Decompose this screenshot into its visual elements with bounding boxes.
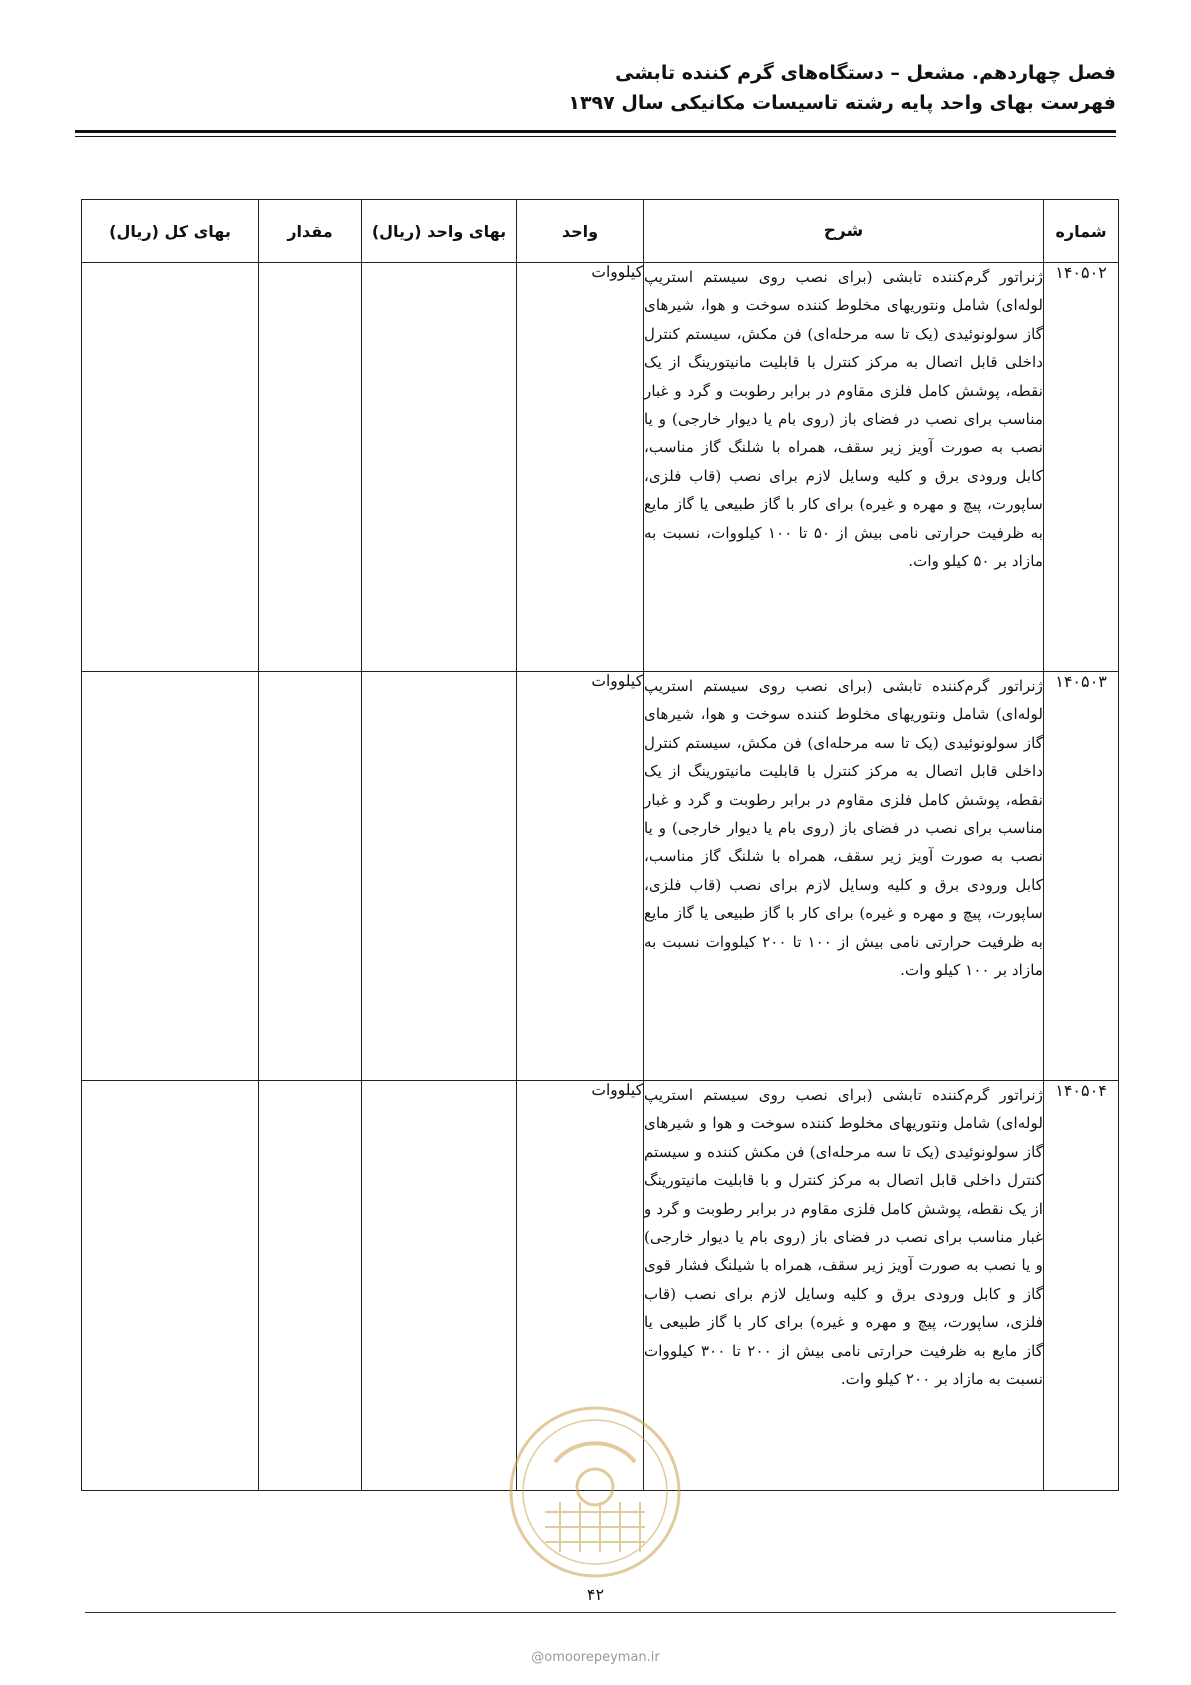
row-description: ژنراتور گرم‌کننده تابشی (برای نصب روی سیستم استریپ لوله‌ای) شامل ونتوریهای مخلوط کننده سوخت و هوا، شیرهای گاز سولونوئیدی (یک تا سه مرحله‌ای) فن مکش، سیستم کنترل داخلی قابل اتصال به مرکز کنترل با قابلیت مانیتورینگ از یک نقطه، پوشش کامل فلزی مقاوم در برابر رطوبت و گرد و غبار مناسب برای نصب در فضای باز (روی بام یا دیوار خارجی) و یا نصب به صورت آویز زیر سقف، همراه با شلنگ گاز مناسب، کابل ورودی برق و کلیه وسایل لازم برای نصب (قاب فلزی، ساپورت، پیچ و مهره و غیره) برای کار با گاز طبیعی یا گاز مایع به ظرفیت حرارتی نامی بیش از ۱۰۰ تا ۲۰۰ کیلووات نسبت به مازاد بر ۱۰۰ کیلو وات. — [644, 672, 1044, 1081]
row-quantity — [259, 672, 362, 1081]
row-description: ژنراتور گرم‌کننده تابشی (برای نصب روی سیستم استریپ لوله‌ای) شامل ونتوریهای مخلوط کننده سوخت و هوا، شیرهای گاز سولونوئیدی (یک تا سه مرحله‌ای) فن مکش، سیستم کنترل داخلی قابل اتصال به مرکز کنترل با قابلیت مانیتورینگ از یک نقطه، پوشش کامل فلزی مقاوم در برابر رطوبت و گرد و غبار مناسب برای نصب در فضای باز (روی بام یا دیوار خارجی) و یا نصب به صورت آویز زیر سقف، همراه با شلنگ گاز مناسب، کابل ورودی برق و کلیه وسایل لازم برای نصب (قاب فلزی، ساپورت، پیچ و مهره و غیره) برای کار با گاز طبیعی یا گاز مایع به ظرفیت حرارتی نامی بیش از ۵۰ تا ۱۰۰ کیلووات، نسبت به مازاد بر ۵۰ کیلو وات. — [644, 263, 1044, 672]
row-quantity — [259, 1081, 362, 1491]
row-unit-price — [362, 1081, 517, 1491]
table-header-row — [82, 200, 1119, 263]
row-total-price — [82, 672, 259, 1081]
header-code: شماره — [1044, 200, 1119, 263]
row-code: ۱۴۰۵۰۴ — [1044, 1081, 1119, 1491]
page-number: ۴۲ — [586, 1585, 605, 1604]
row-code: ۱۴۰۵۰۲ — [1044, 263, 1119, 672]
header-rule-thick — [75, 130, 1116, 133]
row-unit-price — [362, 263, 517, 672]
table-row — [82, 1081, 1119, 1491]
header-quantity: مقدار — [259, 200, 362, 263]
header-unit: واحد — [517, 200, 644, 263]
table-row — [82, 672, 1119, 1081]
row-total-price — [82, 1081, 259, 1491]
header-total-price: بهای کل (ریال) — [82, 200, 259, 263]
header-rule-thin — [75, 136, 1116, 137]
table-row — [82, 263, 1119, 672]
chapter-title: فصل چهاردهم. مشعل – دستگاه‌های گرم کننده تابشی — [615, 62, 1116, 84]
header-description: شرح — [644, 200, 1044, 263]
footer-rule — [85, 1612, 1116, 1613]
row-unit: کیلووات — [517, 263, 644, 672]
price-list-table — [81, 199, 1119, 1491]
row-unit-price — [362, 672, 517, 1081]
catalog-title: فهرست بهای واحد پایه رشته تاسیسات مکانیکی سال ۱۳۹۷ — [568, 92, 1116, 114]
row-description: ژنراتور گرم‌کننده تابشی (برای نصب روی سیستم استریپ لوله‌ای) شامل ونتوریهای مخلوط کننده سوخت و هوا و شیرهای گاز سولونوئیدی (یک تا سه مرحله‌ای) فن مکش کننده و سیستم کنترل داخلی قابل اتصال به مرکز کنترل و با قابلیت مانیتورینگ از یک نقطه، پوشش کامل فلزی مقاوم در برابر رطوبت و گرد و غبار مناسب برای نصب در فضای باز (روی بام یا دیوار خارجی) و یا نصب به صورت آویز زیر سقف، همراه با شیلنگ فشار قوی گاز و کابل ورودی برق و کلیه وسایل لازم برای نصب (قاب فلزی، ساپورت، پیچ و مهره و غیره) برای کار با گاز طبیعی یا گاز مایع به ظرفیت حرارتی نامی بیش از ۲۰۰ تا ۳۰۰ کیلووات نسبت به مازاد بر ۲۰۰ کیلو وات. — [644, 1081, 1044, 1491]
row-total-price — [82, 263, 259, 672]
header-unit-price: بهای واحد (ریال) — [362, 200, 517, 263]
page-header — [76, 58, 1116, 118]
row-code: ۱۴۰۵۰۳ — [1044, 672, 1119, 1081]
row-unit: کیلووات — [517, 1081, 644, 1491]
website-watermark: @omoorepeyman.ir — [531, 1650, 660, 1665]
row-unit: کیلووات — [517, 672, 644, 1081]
row-quantity — [259, 263, 362, 672]
